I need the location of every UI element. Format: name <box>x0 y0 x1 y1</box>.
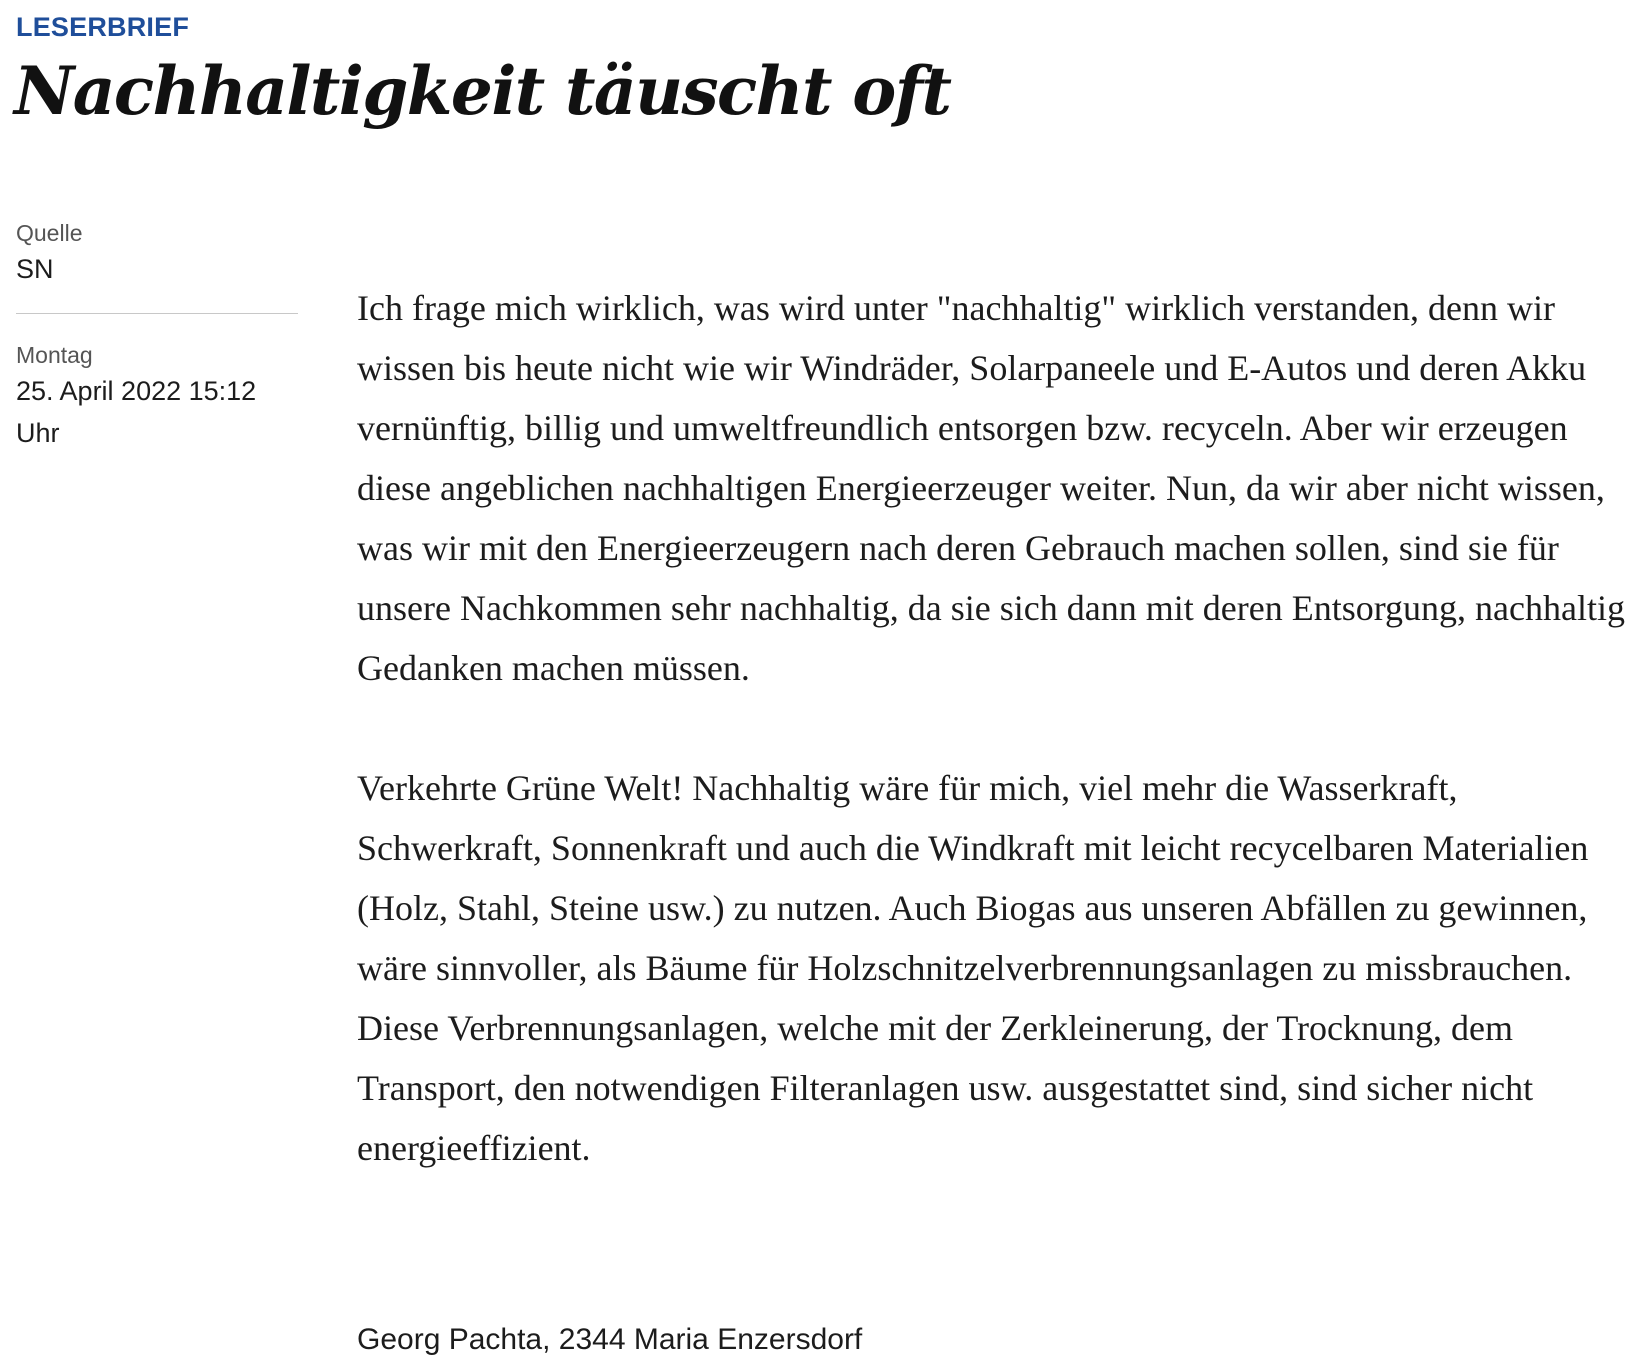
article-body <box>357 278 1635 1238</box>
source-block <box>16 218 298 290</box>
publish-datetime: 25. April 2022 15:12 Uhr <box>16 376 257 448</box>
letter-signature: Georg Pachta, 2344 Maria Enzersdorf <box>357 1323 863 1356</box>
source-label: Quelle <box>16 220 83 246</box>
date-block <box>16 340 298 454</box>
meta-divider <box>16 313 298 314</box>
source-value: SN <box>16 254 54 284</box>
date-weekday-label: Montag <box>16 342 93 368</box>
body-paragraph-2: Verkehrte Grüne Welt! Nachhaltig wäre für mich, viel mehr die Wasserkraft, Schwerkraft, Sonnenkraft und auch die Windkraft mit leicht recycelbaren Materialien (Holz, Stahl, Steine usw.) zu nutzen. Auch Biogas aus unseren Abfällen zu gewinnen, wäre sinnvoller, als Bäume für Holzschnitzelverbrennungsanlagen zu missbrauchen. Diese Verbrennungsanlagen, welche mit der Zerkleinerung, der Trocknung, dem Transport, den notwendigen Filteranlagen usw. ausgestattet sind, sind sicher nicht energieeffizient. <box>357 768 1589 1168</box>
article-title: Nachhaltigkeit täuscht oft <box>14 52 951 130</box>
body-paragraph-1: Ich frage mich wirklich, was wird unter "nachhaltig" wirklich verstanden, denn wir wissen bis heute nicht wie wir Windräder, Solarpaneele und E-Autos und deren Akku vernünftig, billig und umweltfreundlich entsorgen bzw. recyceln. Aber wir erzeugen diese angeblichen nachhaltigen Energieerzeuger weiter. Nun, da wir aber nicht wissen, was wir mit den Energieerzeugern nach deren Gebrauch machen sollen, sind sie für unsere Nachkommen sehr nachhaltig, da sie sich dann mit deren Entsorgung, nachhaltig Gedanken machen müssen. <box>357 288 1625 688</box>
article-kicker: LESERBRIEF <box>16 12 190 42</box>
